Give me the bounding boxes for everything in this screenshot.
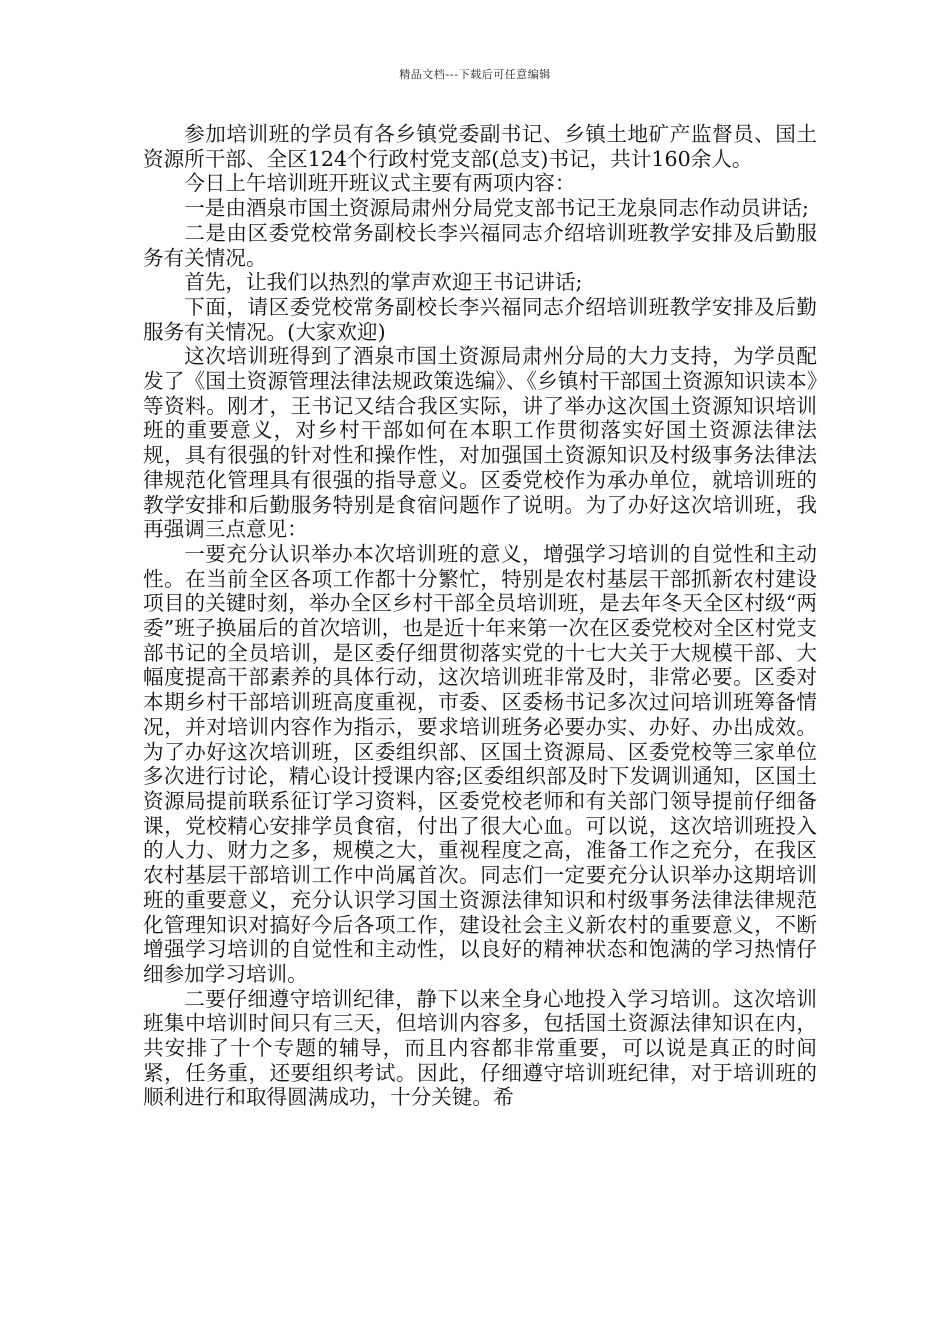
paragraph-welcome: 首先，让我们以热烈的掌声欢迎王书记讲话; — [184, 270, 583, 295]
paragraph-support: 这次培训班得到了酒泉市国土资源局肃州分局的大力支持，为学员配发了《国土资源管理法律法规政策选编》、《乡镇村干部国土资源知识读本》等资料。刚才，王书记又结合我区实际，讲了举办这次国土资源知识培训班的重要意义，对乡村干部如何在本职工作贯彻落实好国土资源法律法规，具有很强的针对性和操作性，对加强国土资源知识及村级事务法律法律规范化管理具有很强的指导意义。区委党校作为承办单位，就培训班的教学安排和后勤服务特别是食宿问题作了说明。为了办好这次培训班，我再强调三点意见： — [143, 344, 817, 542]
document-body — [143, 122, 817, 1110]
paragraph-next-speaker: 下面，请区委党校常务副校长李兴福同志介绍培训班教学安排及后勤服务有关情况。(大家欢迎) — [143, 294, 817, 344]
paragraph-point-1: 一要充分认识举办本次培训班的意义，增强学习培训的自觉性和主动性。在当前全区各项工作都十分繁忙，特别是农村基层干部抓新农村建设项目的关键时刻，举办全区乡村干部全员培训班，是去年冬天全区村级“两委”班子换届后的首次培训，也是近十年来第一次在区委党校对全区村党支部书记的全员培训，是区委仔细贯彻落实党的十七大关于大规模干部、大幅度提高干部素养的具体行动，这次培训班非常及时，非常必要。区委对本期乡村干部培训班高度重视，市委、区委杨书记多次过问培训班筹备情况，并对培训内容作为指示，要求培训班务必要办实、办好、办出成效。为了办好这次培训班，区委组织部、区国土资源局、区委党校等三家单位多次进行讨论，精心设计授课内容;区委组织部及时下发调训通知，区国土资源局提前联系征订学习资料，区委党校老师和有关部门领导提前仔细备课，党校精心安排学员食宿，付出了很大心血。可以说，这次培训班投入的人力、财力之多，规模之大，重视程度之高，准备工作之充分，在我区农村基层干部培训工作中尚属首次。同志们一定要充分认识举办这期培训班的重要意义，充分认识学习国土资源法律知识和村级事务法律法律规范化管理知识对搞好今后各项工作，建设社会主义新农村的重要意义，不断增强学习培训的自觉性和主动性，以良好的精神状态和饱满的学习热情仔细参加学习培训。 — [143, 541, 817, 986]
paragraph-agenda-item-2: 二是由区委党校常务副校长李兴福同志介绍培训班教学安排及后勤服务有关情况。 — [143, 220, 817, 270]
page-header: 精品文档---下载后可任意编辑 — [399, 68, 551, 81]
paragraph-participants: 参加培训班的学员有各乡镇党委副书记、乡镇土地矿产监督员、国土资源所干部、全区124个行政村党支部(总支)书记，共计160余人。 — [143, 122, 817, 171]
paragraph-point-2: 二要仔细遵守培训纪律，静下以来全身心地投入学习培训。这次培训班集中培训时间只有三天，但培训内容多，包括国土资源法律知识在内，共安排了十个专题的辅导，而且内容都非常重要，可以说是真正的时间紧，任务重，还要组织考试。因此，仔细遵守培训班纪律，对于培训班的顺利进行和取得圆满成功，十分关键。希 — [143, 986, 817, 1110]
paragraph-agenda-item-1: 一是由酒泉市国土资源局肃州分局党支部书记王龙泉同志作动员讲话; — [184, 196, 809, 221]
paragraph-agenda-intro: 今日上午培训班开班议式主要有两项内容： — [184, 171, 576, 196]
